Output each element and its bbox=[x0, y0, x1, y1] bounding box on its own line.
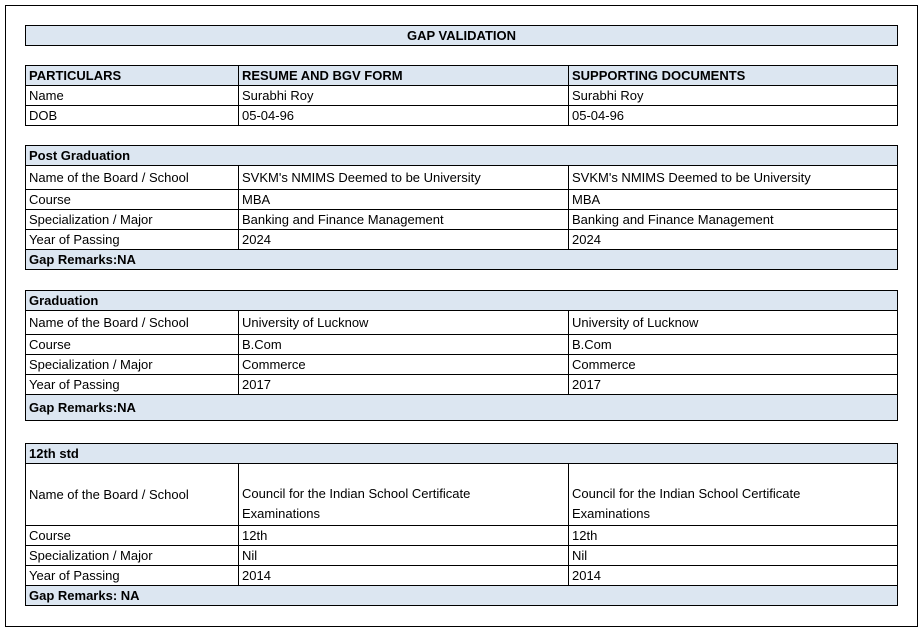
table-row bbox=[26, 566, 898, 586]
graduation-table bbox=[25, 290, 898, 421]
row-label: Name bbox=[26, 86, 239, 106]
row-label: Name of the Board / School bbox=[26, 464, 239, 526]
row-label: Year of Passing bbox=[26, 230, 239, 250]
header-supporting: SUPPORTING DOCUMENTS bbox=[569, 66, 898, 86]
row-label: Year of Passing bbox=[26, 566, 239, 586]
supporting-value: SVKM's NMIMS Deemed to be University bbox=[569, 166, 898, 190]
row-label: Course bbox=[26, 190, 239, 210]
table-row bbox=[26, 335, 898, 355]
header-row bbox=[26, 66, 898, 86]
gap-remarks: Gap Remarks:NA bbox=[26, 395, 898, 421]
supporting-value: Banking and Finance Management bbox=[569, 210, 898, 230]
resume-value-line: Council for the Indian School Certificate bbox=[242, 486, 471, 501]
supporting-value: Nil bbox=[569, 546, 898, 566]
supporting-value: Surabhi Roy bbox=[569, 86, 898, 106]
resume-value: 05-04-96 bbox=[239, 106, 569, 126]
table-row bbox=[26, 375, 898, 395]
section-heading: Post Graduation bbox=[26, 146, 898, 166]
section-heading: 12th std bbox=[26, 444, 898, 464]
resume-value: 12th bbox=[239, 526, 569, 546]
header-particulars: PARTICULARS bbox=[26, 66, 239, 86]
supporting-value: University of Lucknow bbox=[569, 311, 898, 335]
supporting-value-line: Council for the Indian School Certificate bbox=[572, 486, 801, 501]
table-row bbox=[26, 106, 898, 126]
supporting-value: 05-04-96 bbox=[569, 106, 898, 126]
row-label: Year of Passing bbox=[26, 375, 239, 395]
resume-value: B.Com bbox=[239, 335, 569, 355]
title-table bbox=[25, 25, 898, 46]
supporting-value: MBA bbox=[569, 190, 898, 210]
table-row bbox=[26, 311, 898, 335]
resume-value: Nil bbox=[239, 546, 569, 566]
table-row bbox=[26, 86, 898, 106]
table-row bbox=[26, 190, 898, 210]
header-resume: RESUME AND BGV FORM bbox=[239, 66, 569, 86]
row-label: DOB bbox=[26, 106, 239, 126]
supporting-value: Commerce bbox=[569, 355, 898, 375]
resume-value: University of Lucknow bbox=[239, 311, 569, 335]
supporting-value: 2014 bbox=[569, 566, 898, 586]
page-title: GAP VALIDATION bbox=[26, 26, 898, 46]
resume-value: SVKM's NMIMS Deemed to be University bbox=[239, 166, 569, 190]
resume-value bbox=[239, 464, 569, 526]
supporting-value-line: Examinations bbox=[572, 506, 651, 521]
gap-remarks: Gap Remarks: NA bbox=[26, 586, 898, 606]
post-graduation-table bbox=[25, 145, 898, 270]
twelfth-table bbox=[25, 443, 898, 606]
supporting-value bbox=[569, 464, 898, 526]
row-label: Specialization / Major bbox=[26, 355, 239, 375]
resume-value: 2017 bbox=[239, 375, 569, 395]
row-label: Specialization / Major bbox=[26, 546, 239, 566]
supporting-value: B.Com bbox=[569, 335, 898, 355]
row-label: Name of the Board / School bbox=[26, 166, 239, 190]
row-label: Specialization / Major bbox=[26, 210, 239, 230]
table-row bbox=[26, 166, 898, 190]
supporting-value: 2017 bbox=[569, 375, 898, 395]
table-row bbox=[26, 230, 898, 250]
table-row bbox=[26, 210, 898, 230]
resume-value-line: Examinations bbox=[242, 506, 321, 521]
table-row bbox=[26, 526, 898, 546]
table-row bbox=[26, 355, 898, 375]
resume-value: 2014 bbox=[239, 566, 569, 586]
particulars-table bbox=[25, 65, 898, 126]
resume-value: Banking and Finance Management bbox=[239, 210, 569, 230]
supporting-value: 2024 bbox=[569, 230, 898, 250]
section-heading: Graduation bbox=[26, 291, 898, 311]
gap-remarks: Gap Remarks:NA bbox=[26, 250, 898, 270]
row-label: Course bbox=[26, 335, 239, 355]
table-row bbox=[26, 464, 898, 526]
supporting-value: 12th bbox=[569, 526, 898, 546]
row-label: Name of the Board / School bbox=[26, 311, 239, 335]
resume-value: 2024 bbox=[239, 230, 569, 250]
resume-value: Surabhi Roy bbox=[239, 86, 569, 106]
row-label: Course bbox=[26, 526, 239, 546]
table-row bbox=[26, 546, 898, 566]
resume-value: Commerce bbox=[239, 355, 569, 375]
resume-value: MBA bbox=[239, 190, 569, 210]
